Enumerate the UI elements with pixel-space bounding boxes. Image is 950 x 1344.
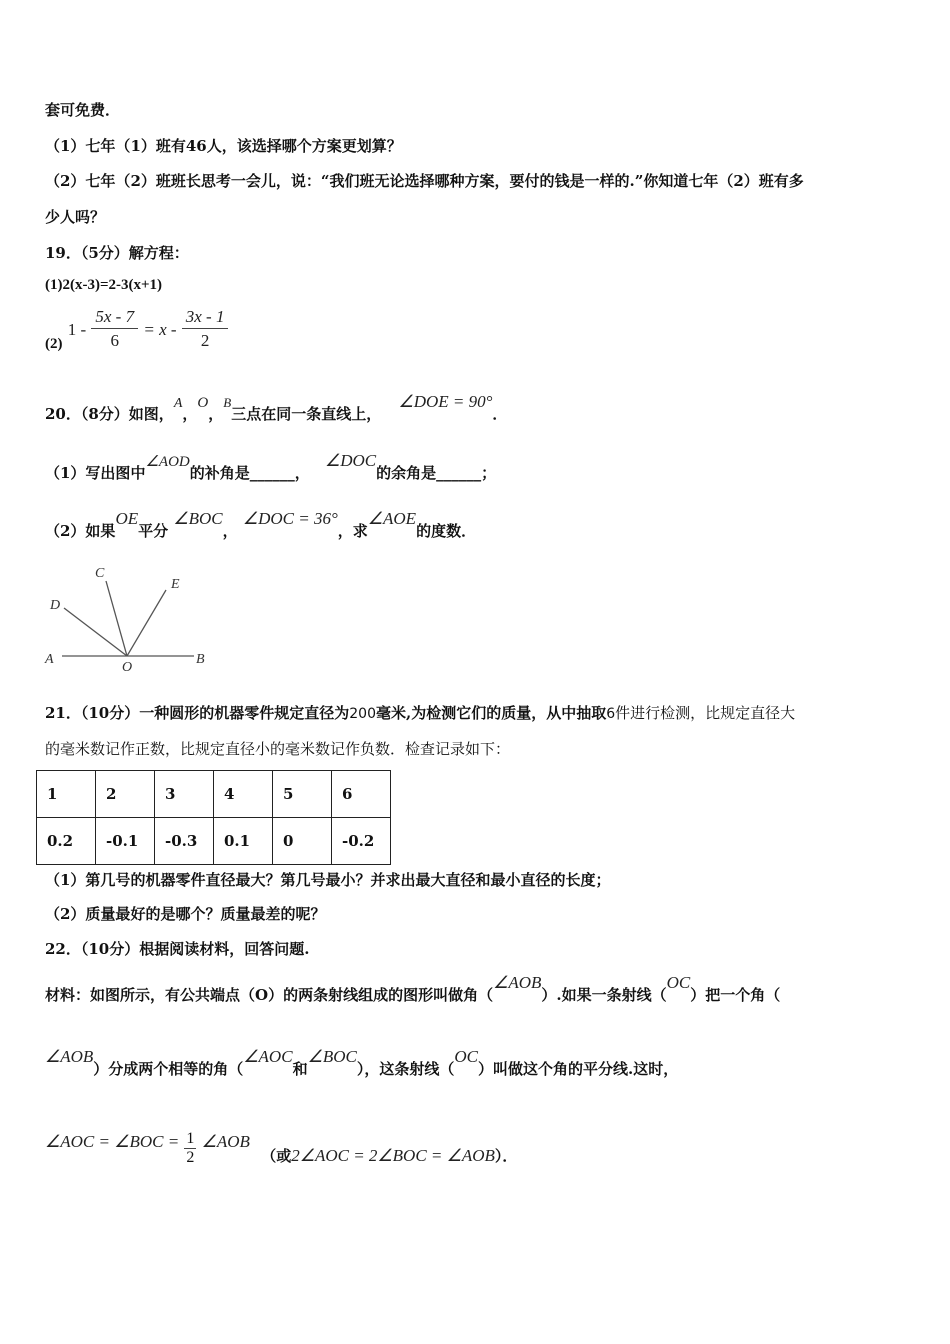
label-a: A xyxy=(45,652,54,667)
text: 件进行检测，比规定直径大 xyxy=(615,704,796,722)
angle-aoc: ∠AOC xyxy=(243,1047,293,1066)
fraction-half xyxy=(184,1130,196,1167)
table-cell: 1 xyxy=(37,771,96,818)
text: ）叫做这个角的平分线.这时， xyxy=(477,1060,679,1078)
ray-oc: OC xyxy=(454,1047,478,1066)
text: 毫米,为检测它们的质量，从中抽取 xyxy=(375,704,607,722)
fraction-numerator: 5x - 7 xyxy=(91,306,138,329)
text: 材料：如图所示，有公共端点（O）的两条射线组成的图形叫做角（ xyxy=(45,986,494,1004)
angle-aoe: ∠AOE xyxy=(367,509,417,528)
point-o: O xyxy=(197,395,209,411)
question-20-part-2 xyxy=(45,509,477,541)
table-row xyxy=(37,818,391,865)
measurement-table xyxy=(36,770,391,865)
question-18-part-1: （1）七年（1）班有46人，该选择哪个方案更划算？ xyxy=(45,137,402,155)
fraction-numerator: 3x - 1 xyxy=(182,306,229,329)
question-20-part-1 xyxy=(45,451,497,484)
table-cell: -0.3 xyxy=(155,818,214,865)
text: 的度数． xyxy=(416,522,477,540)
table-cell: 0 xyxy=(273,818,332,865)
question-21-part-2: （2）质量最好的是哪个？质量最差的呢？ xyxy=(45,905,326,923)
number: 200 xyxy=(349,706,376,722)
question-22-formula xyxy=(45,1130,517,1167)
question-19-equation-1: (1)2(x-3)=2-3(x+1) xyxy=(45,277,163,293)
comma: ， xyxy=(182,405,198,423)
label-o: O xyxy=(122,660,133,675)
equation-label: (2) xyxy=(45,335,63,352)
question-18-part-2: （2）七年（2）班班长思考一会儿，说：“我们班无论选择哪种方案，要付的钱是一样的.”你知道七年（2）班有多 xyxy=(45,172,804,190)
question-19-title: 19．（5分）解方程： xyxy=(45,244,189,262)
table-cell: 6 xyxy=(332,771,391,818)
question-19-equation-2 xyxy=(45,306,228,353)
label-b: B xyxy=(196,652,205,667)
table-cell: 2 xyxy=(96,771,155,818)
table-cell: 4 xyxy=(214,771,273,818)
question-20-title xyxy=(45,392,508,426)
label-e: E xyxy=(171,577,180,592)
question-20-prefix: 20．（8分）如图， xyxy=(45,405,174,423)
equation-term: = x - xyxy=(143,319,177,339)
ray-oc: OC xyxy=(666,973,691,992)
formula-right: ∠AOB xyxy=(201,1131,250,1151)
text: （或 xyxy=(261,1146,292,1165)
question-21-intro xyxy=(45,703,795,724)
question-21-part-1: （1）第几号的机器零件直径最大？第几号最小？并求出最大直径和最小直径的长度； xyxy=(45,871,611,889)
text: （1）写出图中 xyxy=(45,464,146,482)
table-cell: 0.1 xyxy=(214,818,273,865)
equation-term: 1 - xyxy=(67,319,87,339)
fraction xyxy=(182,306,229,353)
text: 21．（10分）一种圆形的机器零件规定直径为 xyxy=(45,704,350,722)
table-cell: -0.2 xyxy=(332,818,391,865)
fraction-denominator: 2 xyxy=(186,1149,195,1166)
label-c: C xyxy=(95,566,105,581)
period: ． xyxy=(492,405,508,423)
text: ， xyxy=(222,522,238,540)
question-22-material-1 xyxy=(45,973,781,1005)
ray-od xyxy=(64,608,127,656)
text: ）把一个角（ xyxy=(690,986,781,1004)
ray-oe xyxy=(127,590,166,656)
text: ）． xyxy=(494,1146,518,1165)
text: ），这条射线（ xyxy=(356,1060,455,1078)
text: 的补角是______， xyxy=(189,464,310,482)
text-line: 套可免费． xyxy=(45,101,121,119)
question-20-text: 三点在同一条直线上， xyxy=(231,405,382,423)
text-line: 少人吗？ xyxy=(45,208,106,226)
angle-doc-equation: ∠DOC = 36° xyxy=(242,509,338,528)
comma: ， xyxy=(208,405,224,423)
fraction-denominator: 2 xyxy=(200,331,210,350)
angle-doe-equation: ∠DOE = 90° xyxy=(398,392,493,411)
text: （2）如果 xyxy=(45,522,116,540)
question-22-material-2 xyxy=(45,1047,679,1079)
angle-aob: ∠AOB xyxy=(45,1047,94,1066)
text: 和 xyxy=(292,1060,308,1078)
fraction-denominator: 6 xyxy=(110,331,119,350)
angle-figure xyxy=(40,560,215,675)
text: ）分成两个相等的角（ xyxy=(93,1060,244,1078)
table-cell: 0.2 xyxy=(37,818,96,865)
table-cell: 5 xyxy=(273,771,332,818)
angle-boc: ∠BOC xyxy=(173,509,223,528)
number: 6 xyxy=(606,706,616,722)
text: 的余角是______； xyxy=(376,464,497,482)
formula-left: ∠AOC = ∠BOC = xyxy=(45,1131,180,1151)
ray-oc xyxy=(106,581,127,656)
point-b: B xyxy=(223,395,232,410)
point-a: A xyxy=(173,396,183,411)
label-d: D xyxy=(50,598,61,613)
text: ，求 xyxy=(337,522,368,540)
ray-oe: OE xyxy=(115,509,139,528)
fraction xyxy=(91,306,138,353)
fraction-numerator: 1 xyxy=(186,1130,195,1147)
angle-boc: ∠BOC xyxy=(307,1047,357,1066)
question-22-title: 22．（10分）根据阅读材料，回答问题. xyxy=(45,940,310,958)
angle-doc: ∠DOC xyxy=(324,451,377,470)
formula-alternative: 2∠AOC = 2∠BOC = ∠AOB xyxy=(291,1145,495,1165)
text: 平分 xyxy=(138,522,169,540)
text: ）.如果一条射线（ xyxy=(541,986,667,1004)
table-cell: 3 xyxy=(155,771,214,818)
table-cell: -0.1 xyxy=(96,818,155,865)
angle-aob: ∠AOB xyxy=(493,973,542,992)
angle-aod: ∠AOD xyxy=(145,454,190,470)
question-21-intro-cont: 的毫米数记作正数，比规定直径小的毫米数记作负数．检查记录如下： xyxy=(45,740,511,758)
table-row xyxy=(37,771,391,818)
